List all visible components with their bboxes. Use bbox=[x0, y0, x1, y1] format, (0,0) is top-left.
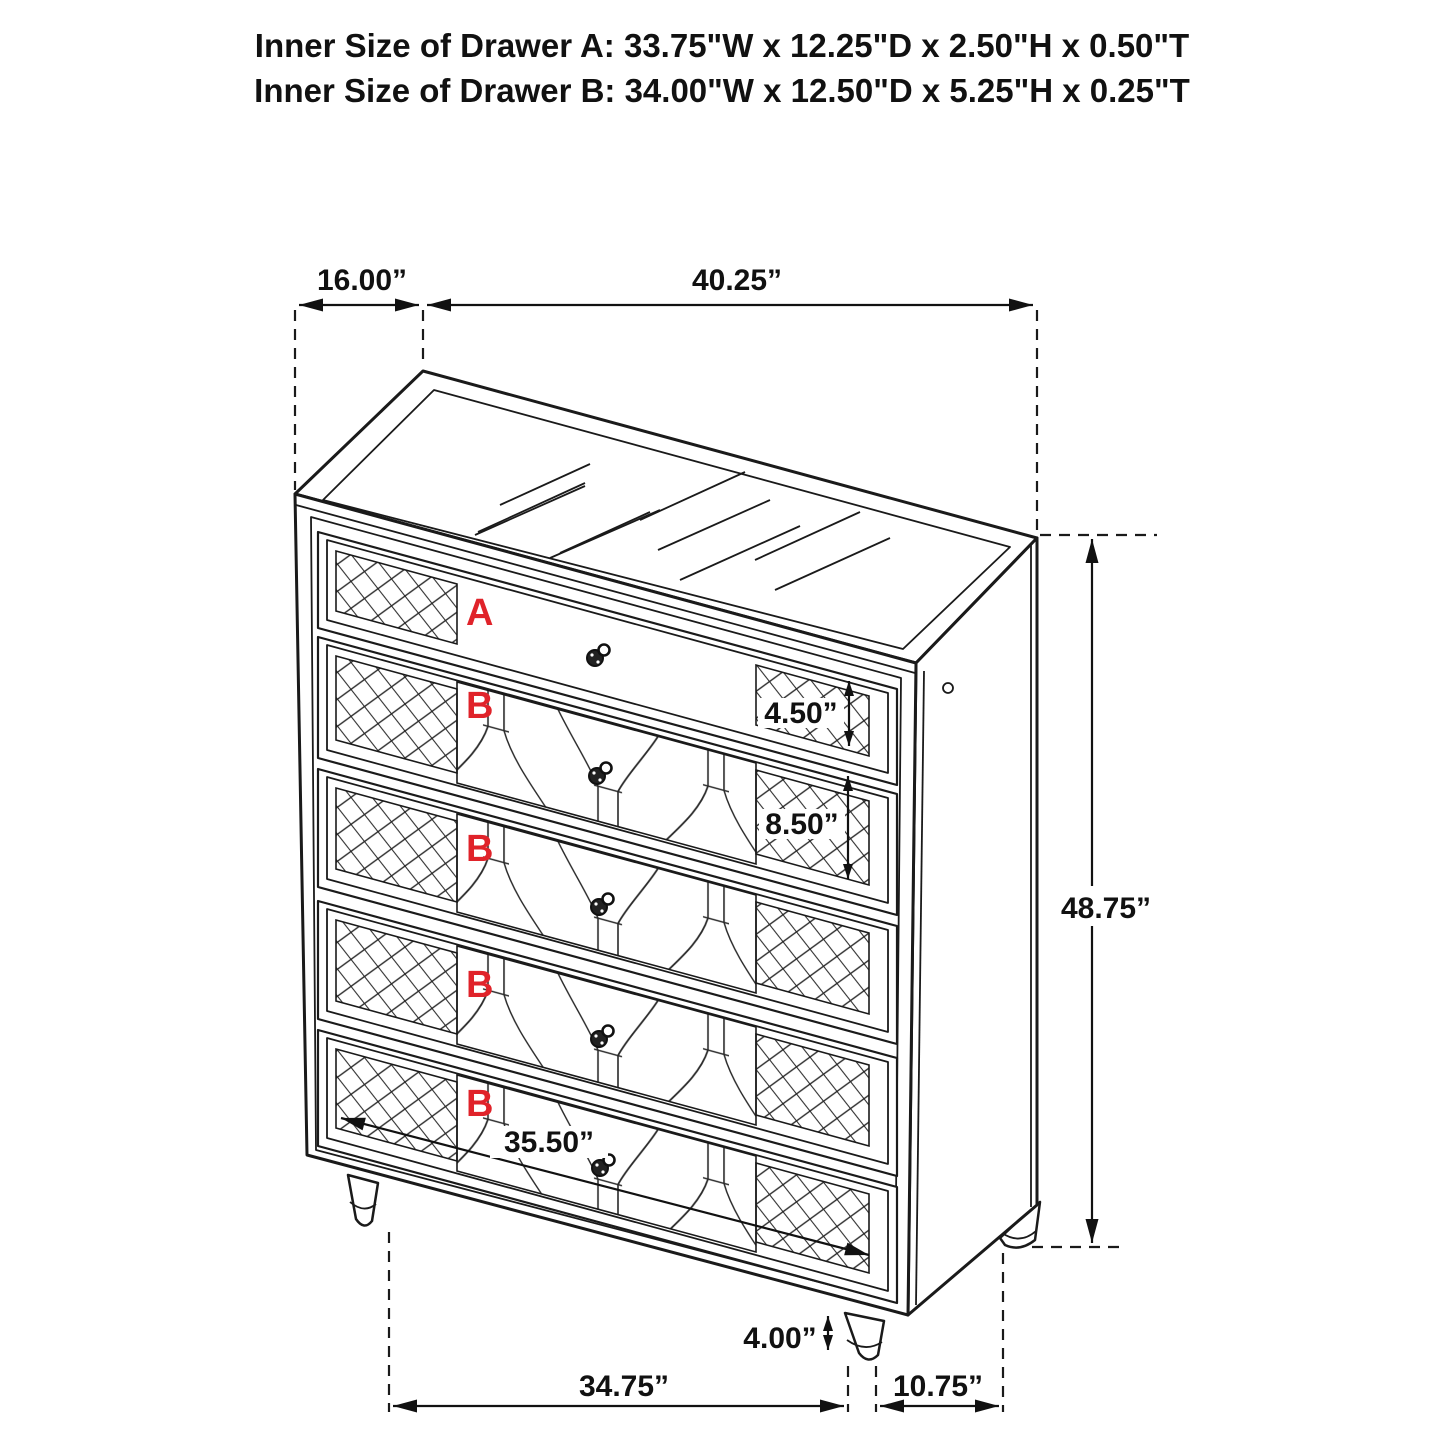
dim-drawer-b-height-label: 8.50” bbox=[765, 808, 839, 841]
front-left-leg bbox=[348, 1175, 378, 1226]
dim-leg-height bbox=[743, 1316, 828, 1355]
dim-overall-height bbox=[1043, 539, 1169, 1243]
dim-top-depth-label: 16.00” bbox=[316, 264, 408, 297]
chest-drawing bbox=[295, 371, 1040, 1360]
dim-top-depth bbox=[299, 264, 419, 305]
drawer-b-1-label: B bbox=[466, 685, 494, 727]
dim-top-width-label: 40.25” bbox=[691, 264, 783, 297]
dim-drawer-inner-width-label: 35.50” bbox=[503, 1126, 595, 1159]
dim-drawer-a-height-label: 4.50” bbox=[764, 697, 838, 730]
title-drawer-b-inner-size: Inner Size of Drawer B: 34.00"W x 12.50"D x 5.25"H x 0.25"T bbox=[254, 72, 1190, 109]
chest-side-panel bbox=[908, 538, 1037, 1315]
drawer-b-3-label: B bbox=[466, 964, 494, 1006]
dim-base-width-label: 34.75” bbox=[578, 1370, 670, 1403]
drawer-b-2-label: B bbox=[466, 828, 494, 870]
dim-base-depth-label: 10.75” bbox=[892, 1370, 984, 1403]
dim-leg-height-label: 4.00” bbox=[743, 1322, 817, 1355]
drawer-b-4-label: B bbox=[466, 1083, 494, 1125]
dim-top-width bbox=[427, 264, 1033, 305]
front-right-leg bbox=[845, 1313, 884, 1360]
drawer-a-label: A bbox=[466, 592, 494, 634]
title-drawer-a-inner-size: Inner Size of Drawer A: 33.75"W x 12.25"D x 2.50"H x 0.50"T bbox=[254, 27, 1190, 64]
dim-base-width bbox=[393, 1370, 844, 1406]
dim-overall-height-label: 48.75” bbox=[1060, 892, 1152, 925]
dim-base-depth bbox=[880, 1370, 999, 1406]
